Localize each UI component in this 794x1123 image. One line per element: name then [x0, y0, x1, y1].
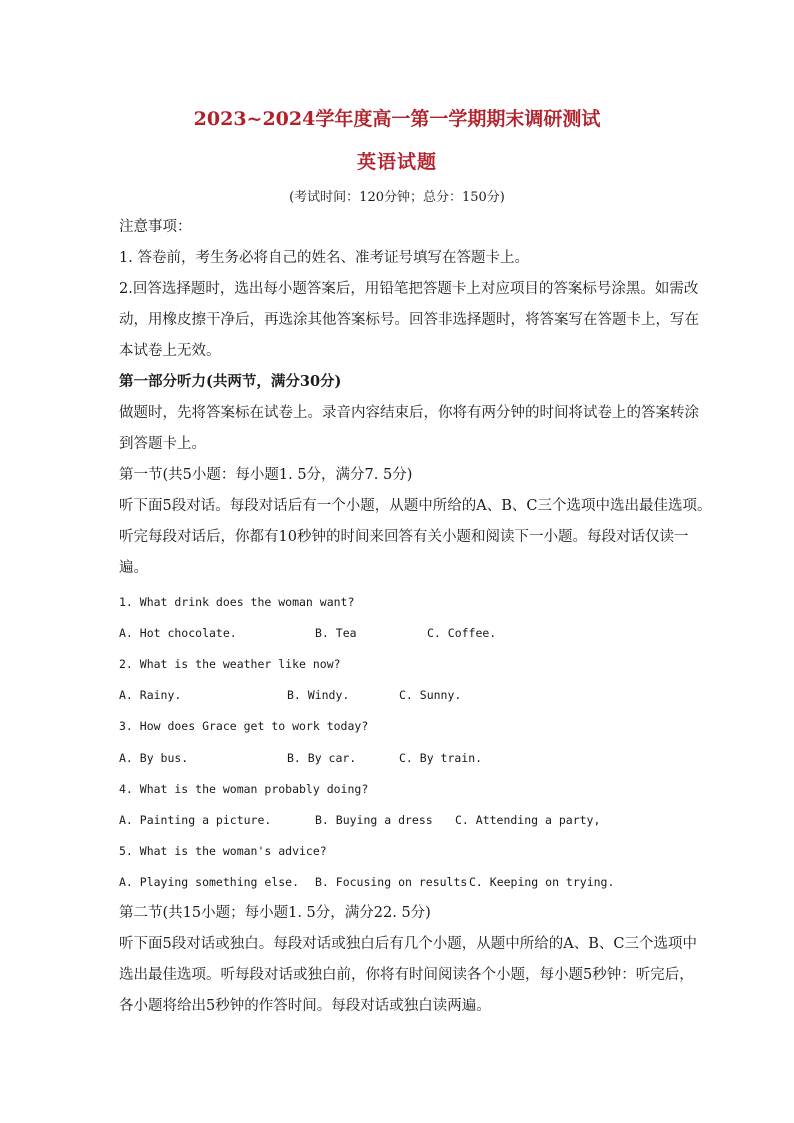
section2-instruction-line-3: 各小题将给出5秒钟的作答时间。每段对话或独白读两遍。 [119, 998, 491, 1014]
section1-instruction-line-1: 听下面5段对话。每段对话后有一个小题，从题中所给的A、B、C三个选项中选出最佳选项。 [119, 498, 712, 514]
section1-instruction-line-2: 听完每段对话后，你都有10秒钟的时间来回答有关小题和阅读下一小题。每段对话仅读一 [119, 529, 689, 545]
question-2-stem: 2. What is the weather like now? [119, 657, 341, 671]
exam-title: 2023~2024学年度高一第一学期期末调研测试 [193, 108, 601, 130]
question-2-option-c: C. Sunny. [399, 688, 462, 702]
question-4-stem: 4. What is the woman probably doing? [119, 782, 369, 796]
question-1-option-b: B. Tea [315, 626, 357, 640]
question-5-option-c: C. Keeping on trying. [469, 875, 615, 889]
notes-item-1: 1. 答卷前，考生务必将自己的姓名、准考证号填写在答题卡上。 [119, 250, 529, 266]
question-5-option-b: B. Focusing on results [315, 875, 468, 889]
question-4-option-a: A. Painting a picture. [119, 813, 272, 827]
question-3-option-a: A. By bus. [119, 751, 189, 765]
section2-instruction-line-2: 选出最佳选项。听每段对话或独白前，你将有时间阅读各个小题，每小题5秒钟：听完后， [119, 967, 694, 983]
question-4-option-b: B. Buying a dress [315, 813, 433, 827]
notes-item-2-line-1: 2.回答选择题时，选出每小题答案后，用铅笔把答题卡上对应项目的答案标号涂黑。如需改 [119, 281, 699, 297]
question-3-stem: 3. How does Grace get to work today? [119, 719, 369, 733]
exam-info: (考试时间：120分钟；总分：150分) [289, 190, 505, 205]
question-1-stem: 1. What drink does the woman want? [119, 595, 355, 609]
question-3-option-b: B. By car. [287, 751, 357, 765]
notes-heading: 注意事项： [119, 219, 192, 235]
section1-instruction-line-3: 遍。 [119, 560, 148, 576]
part1-instruction-line-1: 做题时，先将答案标在试卷上。录音内容结束后，你将有两分钟的时间将试卷上的答案转涂 [119, 405, 699, 421]
notes-item-2-line-2: 动，用橡皮擦干净后，再选涂其他答案标号。回答非选择题时，将答案写在答题卡上，写在 [119, 312, 699, 328]
part1-heading: 第一部分听力(共两节，满分30分) [119, 373, 342, 390]
section1-heading: 第一节(共5小题：每小题1. 5分，满分7. 5分) [119, 467, 413, 483]
section2-heading: 第二节(共15小题；每小题1. 5分，满分22. 5分) [119, 905, 431, 921]
question-1-option-c: C. Coffee. [427, 626, 497, 640]
question-3-option-c: C. By train. [399, 751, 483, 765]
question-4-option-c: C. Attending a party, [455, 813, 601, 827]
question-5-stem: 5. What is the woman's advice? [119, 844, 327, 858]
question-1-option-a: A. Hot chocolate. [119, 626, 237, 640]
question-5-option-a: A. Playing something else. [119, 875, 300, 889]
notes-item-2-line-3: 本试卷上无效。 [119, 343, 221, 359]
exam-subject: 英语试题 [356, 151, 437, 173]
section2-instruction-line-1: 听下面5段对话或独白。每段对话或独白后有几个小题，从题中所给的A、B、C三个选项中 [119, 936, 697, 952]
question-2-option-a: A. Rainy. [119, 688, 182, 702]
part1-instruction-line-2: 到答题卡上。 [119, 436, 206, 452]
question-2-option-b: B. Windy. [287, 688, 350, 702]
